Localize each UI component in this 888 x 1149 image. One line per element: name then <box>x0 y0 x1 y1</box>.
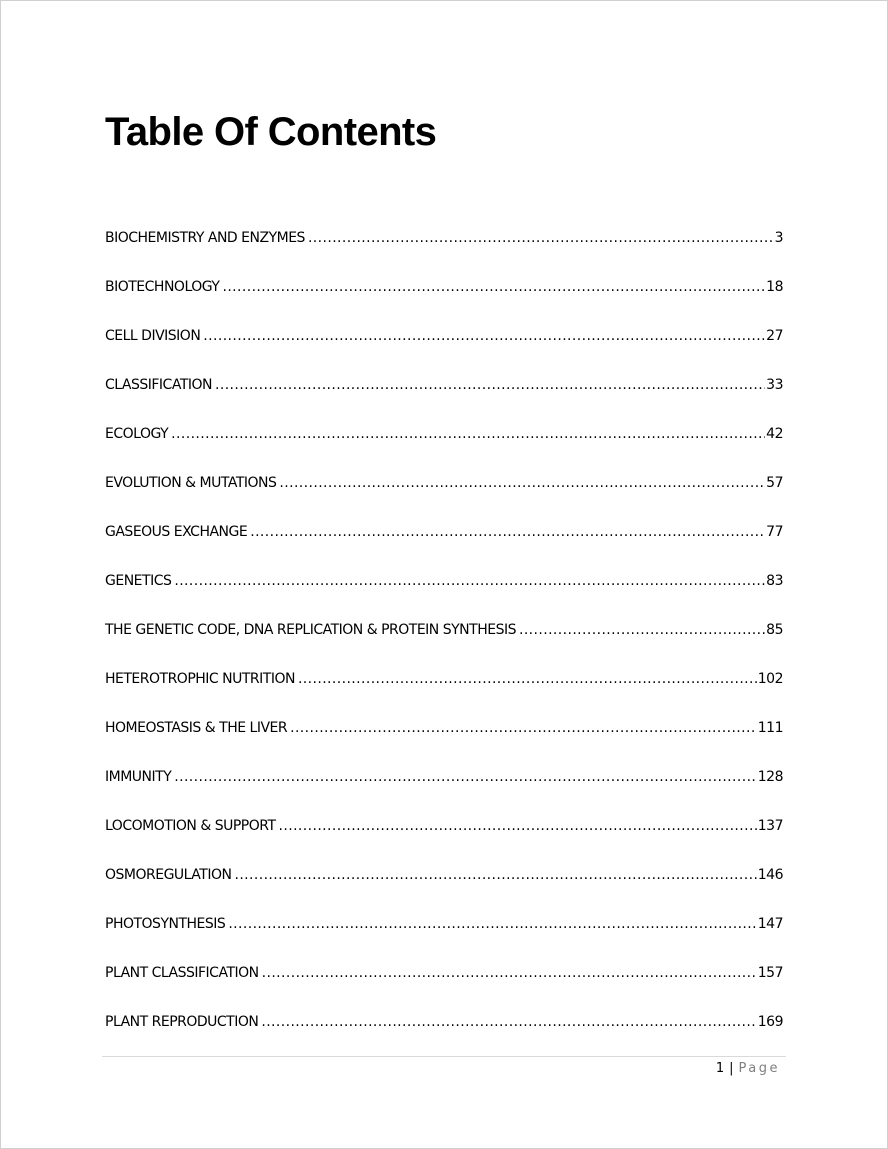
toc-entry[interactable] <box>105 371 783 420</box>
toc-entry-label: ECOLOGY <box>105 426 169 442</box>
toc-entry-label: IMMUNITY <box>105 769 172 785</box>
toc-dot-leader <box>298 665 757 693</box>
toc-entry-label: PLANT REPRODUCTION <box>105 1014 259 1030</box>
toc-dot-leader <box>290 714 757 742</box>
toc-entry[interactable] <box>105 224 783 273</box>
toc-entry-label: EVOLUTION & MUTATIONS <box>105 475 277 491</box>
toc-entry-page-number: 3 <box>774 230 783 246</box>
footer-page-number: 1 <box>715 1061 725 1076</box>
toc-entry-page-number: 102 <box>757 671 783 687</box>
toc-entry-label: GENETICS <box>105 573 172 589</box>
footer-page-word: Page <box>738 1061 780 1076</box>
toc-dot-leader <box>279 812 757 840</box>
toc-entry-page-number: 18 <box>766 279 783 295</box>
toc-entry-page-number: 147 <box>757 916 783 932</box>
toc-entry-page-number: 57 <box>766 475 783 491</box>
toc-entry-page-number: 169 <box>757 1014 783 1030</box>
toc-entry-page-number: 157 <box>757 965 783 981</box>
toc-dot-leader <box>174 763 757 791</box>
toc-dot-leader <box>203 322 765 350</box>
toc-dot-leader <box>215 371 765 399</box>
toc-entry-label: HOMEOSTASIS & THE LIVER <box>105 720 288 736</box>
toc-entry[interactable] <box>105 273 783 322</box>
toc-entry-page-number: 128 <box>757 769 783 785</box>
footer-separator: | <box>729 1061 734 1076</box>
toc-entry-label: LOCOMOTION & SUPPORT <box>105 818 276 834</box>
toc-dot-leader <box>279 469 765 497</box>
toc-entry[interactable] <box>105 1008 783 1057</box>
toc-dot-leader <box>228 910 756 938</box>
toc-entry-page-number: 83 <box>766 573 783 589</box>
toc-entry[interactable] <box>105 910 783 959</box>
toc-entry[interactable] <box>105 959 783 1008</box>
toc-entry-label: CELL DIVISION <box>105 328 201 344</box>
toc-dot-leader <box>222 273 765 301</box>
toc-entry-page-number: 27 <box>766 328 783 344</box>
page-title: Table Of Contents <box>105 110 437 154</box>
page-footer <box>716 1059 780 1079</box>
toc-entry-label: OSMOREGULATION <box>105 867 232 883</box>
toc-entry[interactable] <box>105 420 783 469</box>
toc-entry-label: GASEOUS EXCHANGE <box>105 524 248 540</box>
toc-dot-leader <box>519 616 765 644</box>
table-of-contents <box>105 224 783 1057</box>
toc-entry-page-number: 33 <box>766 377 783 393</box>
toc-dot-leader <box>250 518 765 546</box>
toc-entry-page-number: 146 <box>757 867 783 883</box>
toc-entry-page-number: 137 <box>757 818 783 834</box>
toc-dot-leader <box>174 567 765 595</box>
footer-divider <box>102 1056 786 1057</box>
toc-dot-leader <box>261 1008 756 1036</box>
toc-dot-leader <box>171 420 765 448</box>
toc-entry-page-number: 77 <box>766 524 783 540</box>
toc-entry[interactable] <box>105 567 783 616</box>
toc-entry[interactable] <box>105 469 783 518</box>
toc-entry-label: BIOCHEMISTRY AND ENZYMES <box>105 230 305 246</box>
toc-entry-label: CLASSIFICATION <box>105 377 212 393</box>
toc-dot-leader <box>308 224 774 252</box>
toc-entry-page-number: 111 <box>757 720 783 736</box>
toc-dot-leader <box>262 959 757 987</box>
toc-entry[interactable] <box>105 322 783 371</box>
toc-entry-page-number: 42 <box>766 426 783 442</box>
toc-entry-label: THE GENETIC CODE, DNA REPLICATION & PROTEIN SYNTHESIS <box>105 622 516 638</box>
toc-entry[interactable] <box>105 518 783 567</box>
toc-entry-label: HETEROTROPHIC NUTRITION <box>105 671 295 687</box>
toc-entry[interactable] <box>105 812 783 861</box>
toc-entry[interactable] <box>105 861 783 910</box>
toc-entry-page-number: 85 <box>766 622 783 638</box>
toc-entry[interactable] <box>105 763 783 812</box>
toc-entry-label: PLANT CLASSIFICATION <box>105 965 259 981</box>
toc-dot-leader <box>234 861 756 889</box>
toc-entry[interactable] <box>105 616 783 665</box>
toc-entry-label: BIOTECHNOLOGY <box>105 279 220 295</box>
toc-entry[interactable] <box>105 665 783 714</box>
toc-entry-label: PHOTOSYNTHESIS <box>105 916 226 932</box>
toc-entry[interactable] <box>105 714 783 763</box>
